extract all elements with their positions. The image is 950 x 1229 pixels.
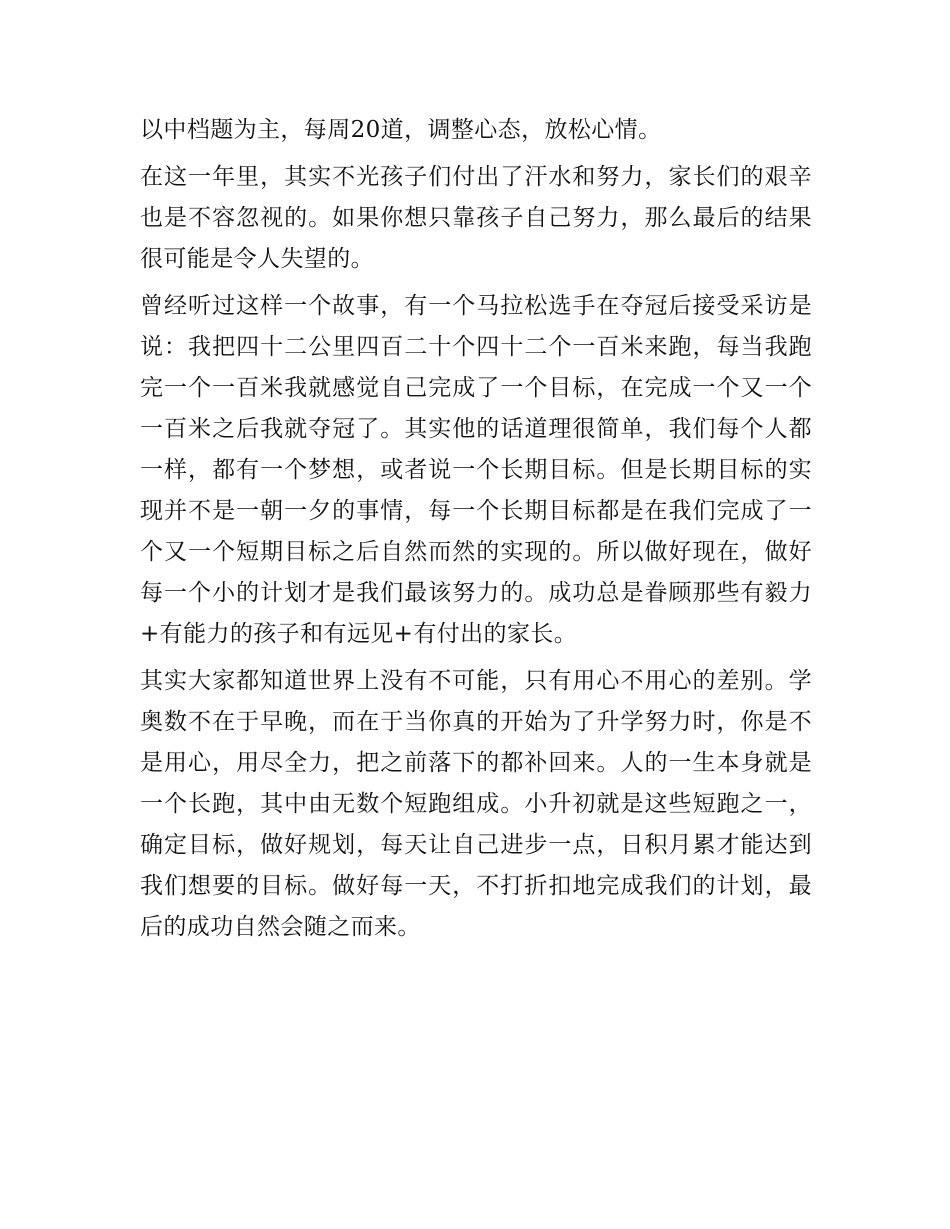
paragraph-4: 其实大家都知道世界上没有不可能，只有用心不用心的差别。学奥数不在于早晚，而在于当你真的开始为了升学努力时，你是不是用心，用尽全力，把之前落下的都补回来。人的一生本身就是一个长跑，其中由无数个短跑组成。小升初就是这些短跑之一，确定目标，做好规划，每天让自己进步一点，日积月累才能达到我们想要的目标。做好每一天，不打折扣地完成我们的计划，最后的成功自然会随之而来。 [140,668,812,940]
paragraph-1: 以中档题为主，每周20道，调整心态，放松心情。 [140,117,662,143]
paragraph-3: 曾经听过这样一个故事，有一个马拉松选手在夺冠后接受采访是说：我把四十二公里四百二十个四十二个一百米来跑，每当我跑完一个一百米我就感觉自己完成了一个目标，在完成一个又一个一百米之后我就夺冠了。其实他的话道理很简单，我们每个人都一样，都有一个梦想，或者说一个长期目标。但是长期目标的实现并不是一朝一夕的事情，每一个长期目标都是在我们完成了一个又一个短期目标之后自然而然的实现的。所以做好现在，做好每一个小的计划才是我们最该努力的。成功总是眷顾那些有毅力+有能力的孩子和有远见+有付出的家长。 [140,293,812,647]
paragraph-2: 在这一年里，其实不光孩子们付出了汗水和努力，家长们的艰辛也是不容忽视的。如果你想只靠孩子自己努力，那么最后的结果很可能是令人失望的。 [140,164,812,272]
document-body [140,110,812,954]
